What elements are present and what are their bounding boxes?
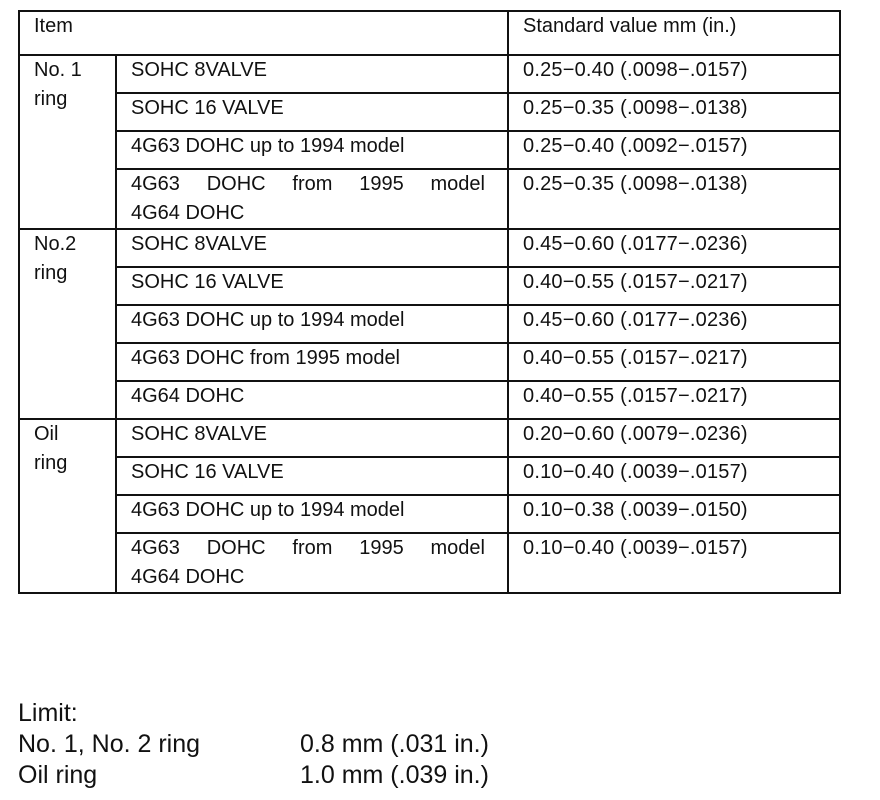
limit-row — [18, 760, 489, 791]
engine-cell: 4G63 DOHC from 1995 model 4G64 DOHC — [116, 533, 508, 593]
ring-gap-table — [18, 10, 841, 594]
table-row — [19, 131, 840, 169]
engine-cell: SOHC 8VALVE — [116, 419, 508, 457]
value-cell: 0.20−0.60 (.0079−.0236) — [508, 419, 840, 457]
engine-cell: SOHC 8VALVE — [116, 229, 508, 267]
limit-value: 0.8 mm (.031 in.) — [300, 730, 489, 758]
table-header-row — [19, 11, 840, 55]
table-row — [19, 381, 840, 419]
limit-value: 1.0 mm (.039 in.) — [300, 761, 489, 789]
header-item: Item — [19, 11, 508, 55]
table-row — [19, 229, 840, 267]
engine-cell: SOHC 16 VALVE — [116, 93, 508, 131]
limit-row — [18, 729, 489, 760]
limit-label: Oil ring — [18, 761, 98, 789]
group-label-no2-ring: No.2 ring — [19, 229, 116, 419]
limit-title: Limit: — [18, 699, 78, 727]
table-row — [19, 169, 840, 229]
table-row — [19, 533, 840, 593]
value-cell: 0.25−0.40 (.0098−.0157) — [508, 55, 840, 93]
engine-cell: 4G63 DOHC from 1995 model — [116, 343, 508, 381]
value-cell: 0.40−0.55 (.0157−.0217) — [508, 267, 840, 305]
group-label-no1-ring: No. 1 ring — [19, 55, 116, 229]
value-cell: 0.25−0.35 (.0098−.0138) — [508, 169, 840, 229]
header-standard-value: Standard value mm (in.) — [508, 11, 840, 55]
value-cell: 0.45−0.60 (.0177−.0236) — [508, 305, 840, 343]
engine-cell: 4G63 DOHC up to 1994 model — [116, 305, 508, 343]
value-cell: 0.10−0.40 (.0039−.0157) — [508, 533, 840, 593]
value-cell: 0.45−0.60 (.0177−.0236) — [508, 229, 840, 267]
value-cell: 0.25−0.40 (.0092−.0157) — [508, 131, 840, 169]
engine-cell: SOHC 16 VALVE — [116, 457, 508, 495]
value-cell: 0.10−0.40 (.0039−.0157) — [508, 457, 840, 495]
value-cell: 0.40−0.55 (.0157−.0217) — [508, 381, 840, 419]
table-row — [19, 419, 840, 457]
table-row — [19, 457, 840, 495]
value-cell: 0.25−0.35 (.0098−.0138) — [508, 93, 840, 131]
table-row — [19, 305, 840, 343]
table-row — [19, 343, 840, 381]
group-label-oil-ring: Oil ring — [19, 419, 116, 593]
table-row — [19, 495, 840, 533]
table-row — [19, 55, 840, 93]
engine-cell: 4G63 DOHC up to 1994 model — [116, 131, 508, 169]
table-row — [19, 93, 840, 131]
table-row — [19, 267, 840, 305]
limit-label: No. 1, No. 2 ring — [18, 730, 201, 758]
engine-cell: 4G63 DOHC from 1995 model 4G64 DOHC — [116, 169, 508, 229]
value-cell: 0.40−0.55 (.0157−.0217) — [508, 343, 840, 381]
limit-section — [18, 698, 489, 791]
engine-cell: SOHC 8VALVE — [116, 55, 508, 93]
engine-cell: SOHC 16 VALVE — [116, 267, 508, 305]
engine-cell: 4G64 DOHC — [116, 381, 508, 419]
value-cell: 0.10−0.38 (.0039−.0150) — [508, 495, 840, 533]
engine-cell: 4G63 DOHC up to 1994 model — [116, 495, 508, 533]
